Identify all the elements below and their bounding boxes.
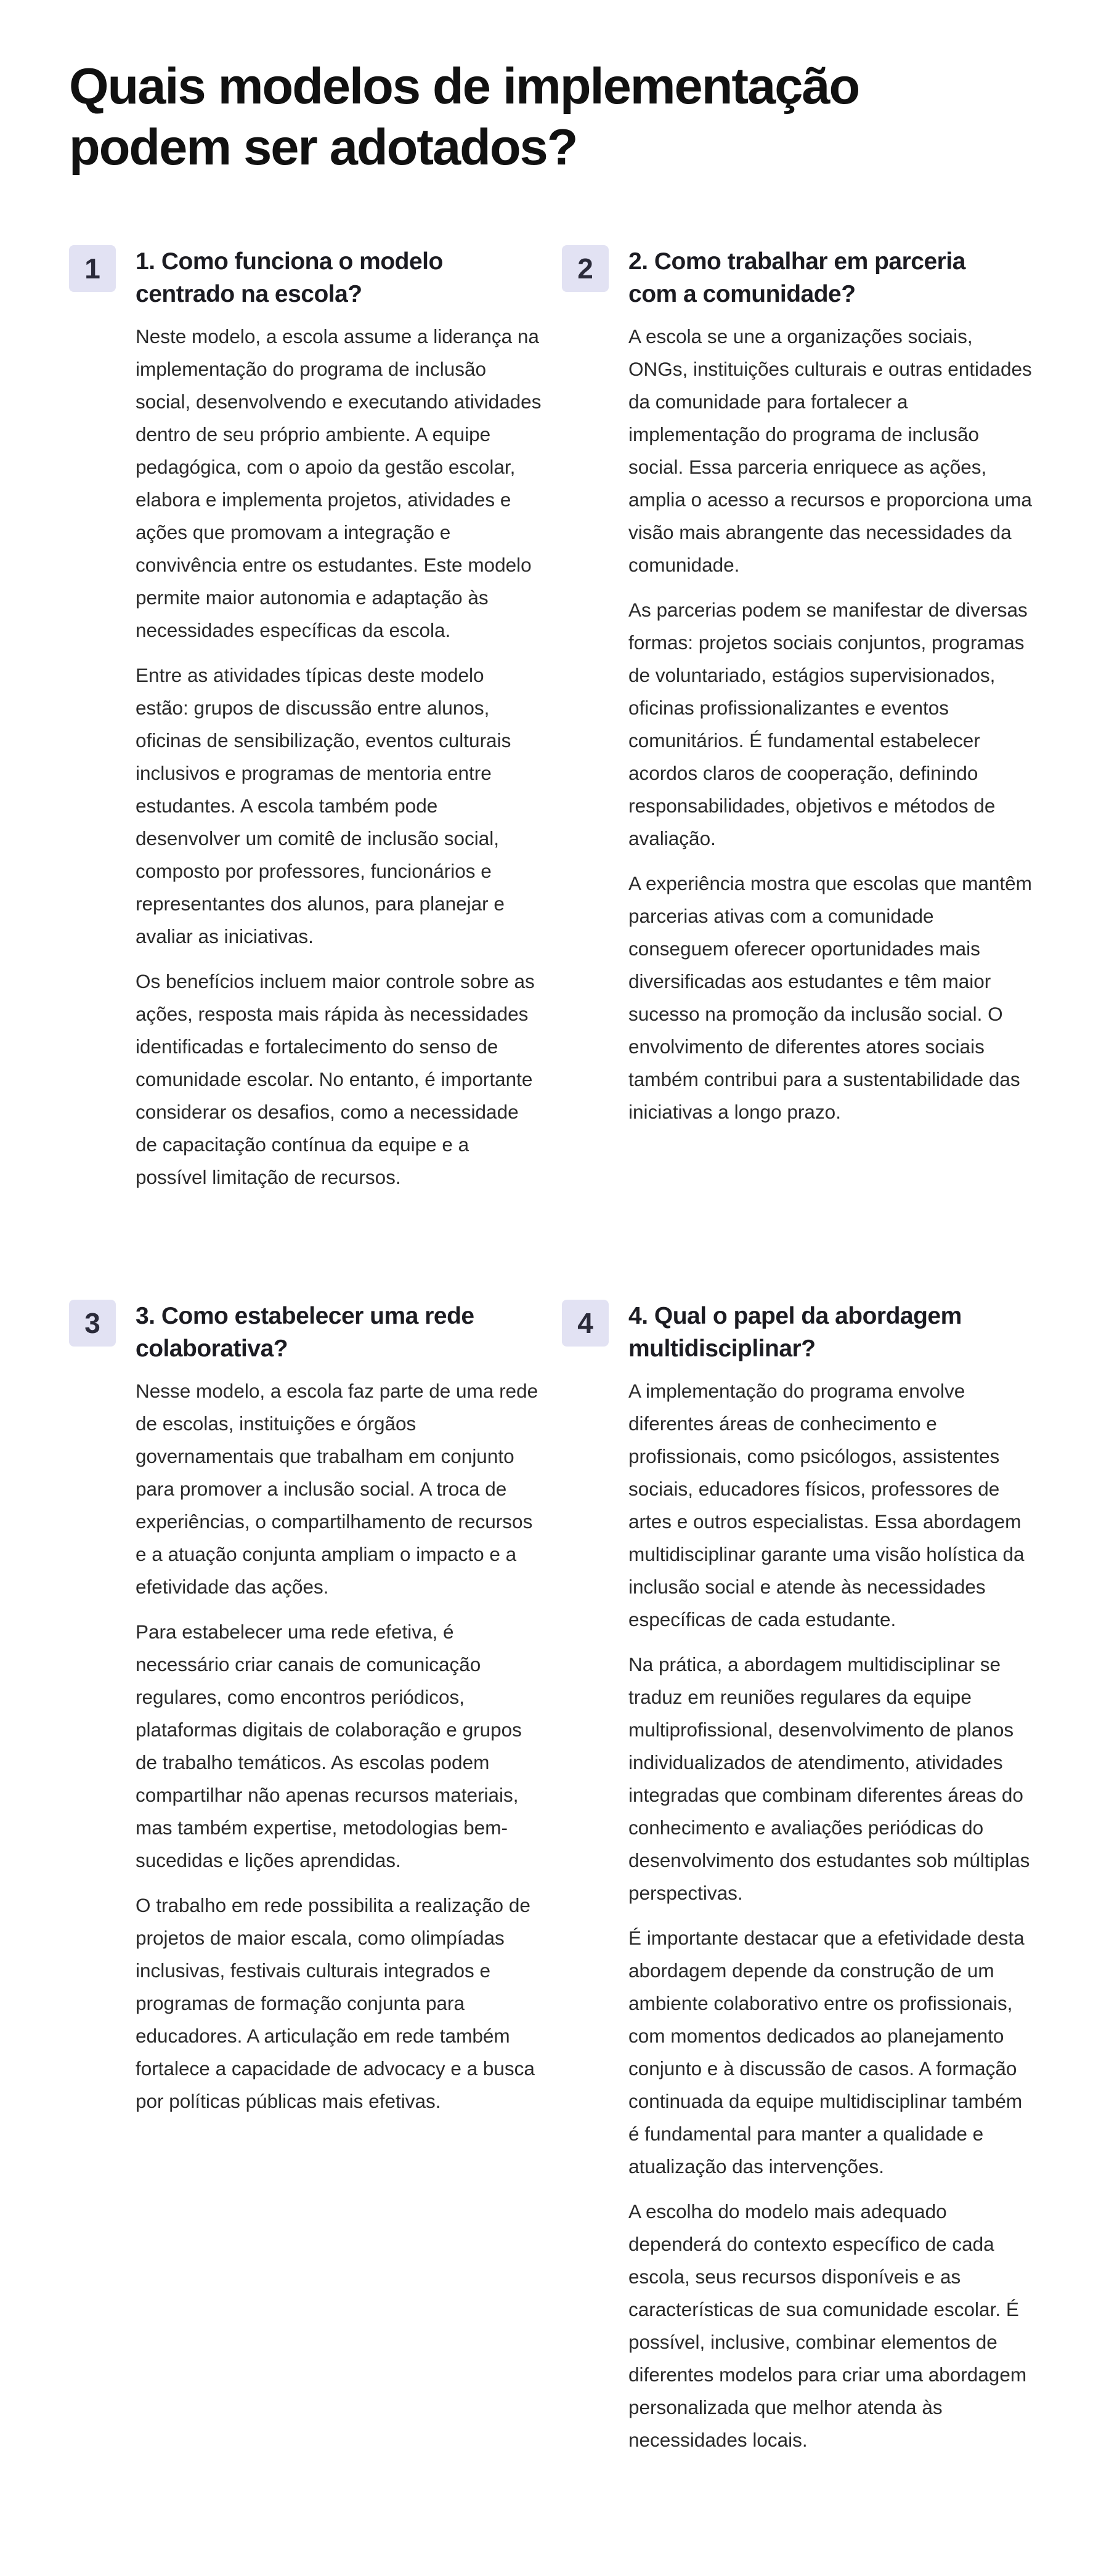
- item-text: [136, 1375, 542, 2118]
- page-title: Quais modelos de implementação podem ser adotados?: [69, 57, 859, 176]
- item-paragraph: As parcerias podem se manifestar de diversas formas: projetos sociais conjuntos, programas de voluntariado, estágios supervisionados, oficinas profissionalizantes e eventos comunitários. É fundamental estabelecer acordos claros de cooperação, definindo responsabilidades, objetivos e métodos de avaliação.: [628, 599, 1028, 849]
- item-paragraph: Neste modelo, a escola assume a liderança na implementação do programa de inclusão social, desenvolvendo e executando atividades dentro de seu próprio ambiente. A equipe pedagógica, com o apoio da gestão escolar, elabora e implementa projetos, atividades e ações que promovam a integração e convivência entre os estudantes. Este modelo permite maior autonomia e adaptação às necessidades específicas da escola.: [136, 325, 542, 641]
- item-body: [136, 245, 542, 1194]
- item-body: [628, 245, 1035, 1128]
- number-badge: 4: [562, 1300, 609, 1347]
- item-paragraph: A escola se une a organizações sociais, ONGs, instituições culturais e outras entidades da comunidade para fortalecer a implementação do programa de inclusão social. Essa parceria enriquece as ações, amplia o acesso a recursos e proporciona uma visão mais abrangente das necessidades da comunidade.: [628, 325, 1032, 576]
- item-paragraph: O trabalho em rede possibilita a realização de projetos de maior escala, como olimpíadas inclusivas, festivais culturais integrados e programas de formação conjunta para educadores. A articulação em rede também fortalece a capacidade de advocacy e a busca por políticas públicas mais efetivas.: [136, 1894, 535, 2112]
- page: [69, 0, 1040, 2451]
- number-badge: 3: [69, 1300, 116, 1347]
- item-title: 2. Como trabalhar em parceria com a comunidade?: [628, 248, 965, 307]
- item-title: 3. Como estabelecer uma rede colaborativa?: [136, 1303, 474, 1362]
- item-paragraph: Nesse modelo, a escola faz parte de uma rede de escolas, instituições e órgãos governamentais que trabalham em conjunto para promover a inclusão social. A troca de experiências, o compartilhamento de recursos e a atuação conjunta ampliam o impacto e a efetividade das ações.: [136, 1380, 538, 1598]
- item-paragraph: Os benefícios incluem maior controle sobre as ações, resposta mais rápida às necessidades identificadas e fortalecimento do senso de comunidade escolar. No entanto, é importante considerar os desafios, como a necessidade de capacitação contínua da equipe e a possível limitação de recursos.: [136, 970, 535, 1188]
- item-paragraph: Para estabelecer uma rede efetiva, é necessário criar canais de comunicação regulares, como encontros periódicos, plataformas digitais de colaboração e grupos de trabalho temáticos. As escolas podem compartilhar não apenas recursos materiais, mas também expertise, metodologias bem-sucedidas e lições aprendidas.: [136, 1621, 522, 1871]
- number-badge: 1: [69, 245, 116, 292]
- item-body: [628, 1300, 1035, 2457]
- item-paragraph: A escolha do modelo mais adequado dependerá do contexto específico de cada escola, seus recursos disponíveis e as características de sua comunidade escolar. É possível, inclusive, combinar elementos de diferentes modelos para criar uma abordagem personalizada que melhor atenda às necessidades locais.: [628, 2200, 1027, 2451]
- item-text: [136, 320, 542, 1194]
- item-title: 1. Como funciona o modelo centrado na escola?: [136, 248, 443, 307]
- item-paragraph: Na prática, a abordagem multidisciplinar se traduz em reuniões regulares da equipe multiprofissional, desenvolvimento de planos individualizados de atendimento, atividades integradas que combinam diferentes áreas do conhecimento e avaliações periódicas do desenvolvimento dos estudantes sob múltiplas perspectivas.: [628, 1653, 1030, 1904]
- item-paragraph: A implementação do programa envolve diferentes áreas de conhecimento e profissionais, como psicólogos, assistentes sociais, educadores físicos, professores de artes e outros especialistas. Essa abordagem multidisciplinar garante uma visão holística da inclusão social e atende às necessidades específicas de cada estudante.: [628, 1380, 1025, 1630]
- item-text: [628, 1375, 1035, 2457]
- item-paragraph: A experiência mostra que escolas que mantêm parcerias ativas com a comunidade conseguem oferecer oportunidades mais diversificadas aos estudantes e têm maior sucesso na promoção da inclusão social. O envolvimento de diferentes atores sociais também contribui para a sustentabilidade das iniciativas a longo prazo.: [628, 872, 1032, 1123]
- item-body: [136, 1300, 542, 2118]
- number-badge: 2: [562, 245, 609, 292]
- item-title: 4. Qual o papel da abordagem multidisciplinar?: [628, 1303, 962, 1362]
- item-paragraph: Entre as atividades típicas deste modelo estão: grupos de discussão entre alunos, oficinas de sensibilização, eventos culturais inclusivos e programas de mentoria entre estudantes. A escola também pode desenvolver um comitê de inclusão social, composto por professores, funcionários e representantes dos alunos, para planejar e avaliar as iniciativas.: [136, 664, 511, 947]
- item-text: [628, 320, 1035, 1128]
- item-paragraph: É importante destacar que a efetividade desta abordagem depende da construção de um ambiente colaborativo entre os profissionais, com momentos dedicados ao planejamento conjunto e à discussão de casos. A formação continuada da equipe multidisciplinar também é fundamental para manter a qualidade e atualização das intervenções.: [628, 1927, 1025, 2177]
